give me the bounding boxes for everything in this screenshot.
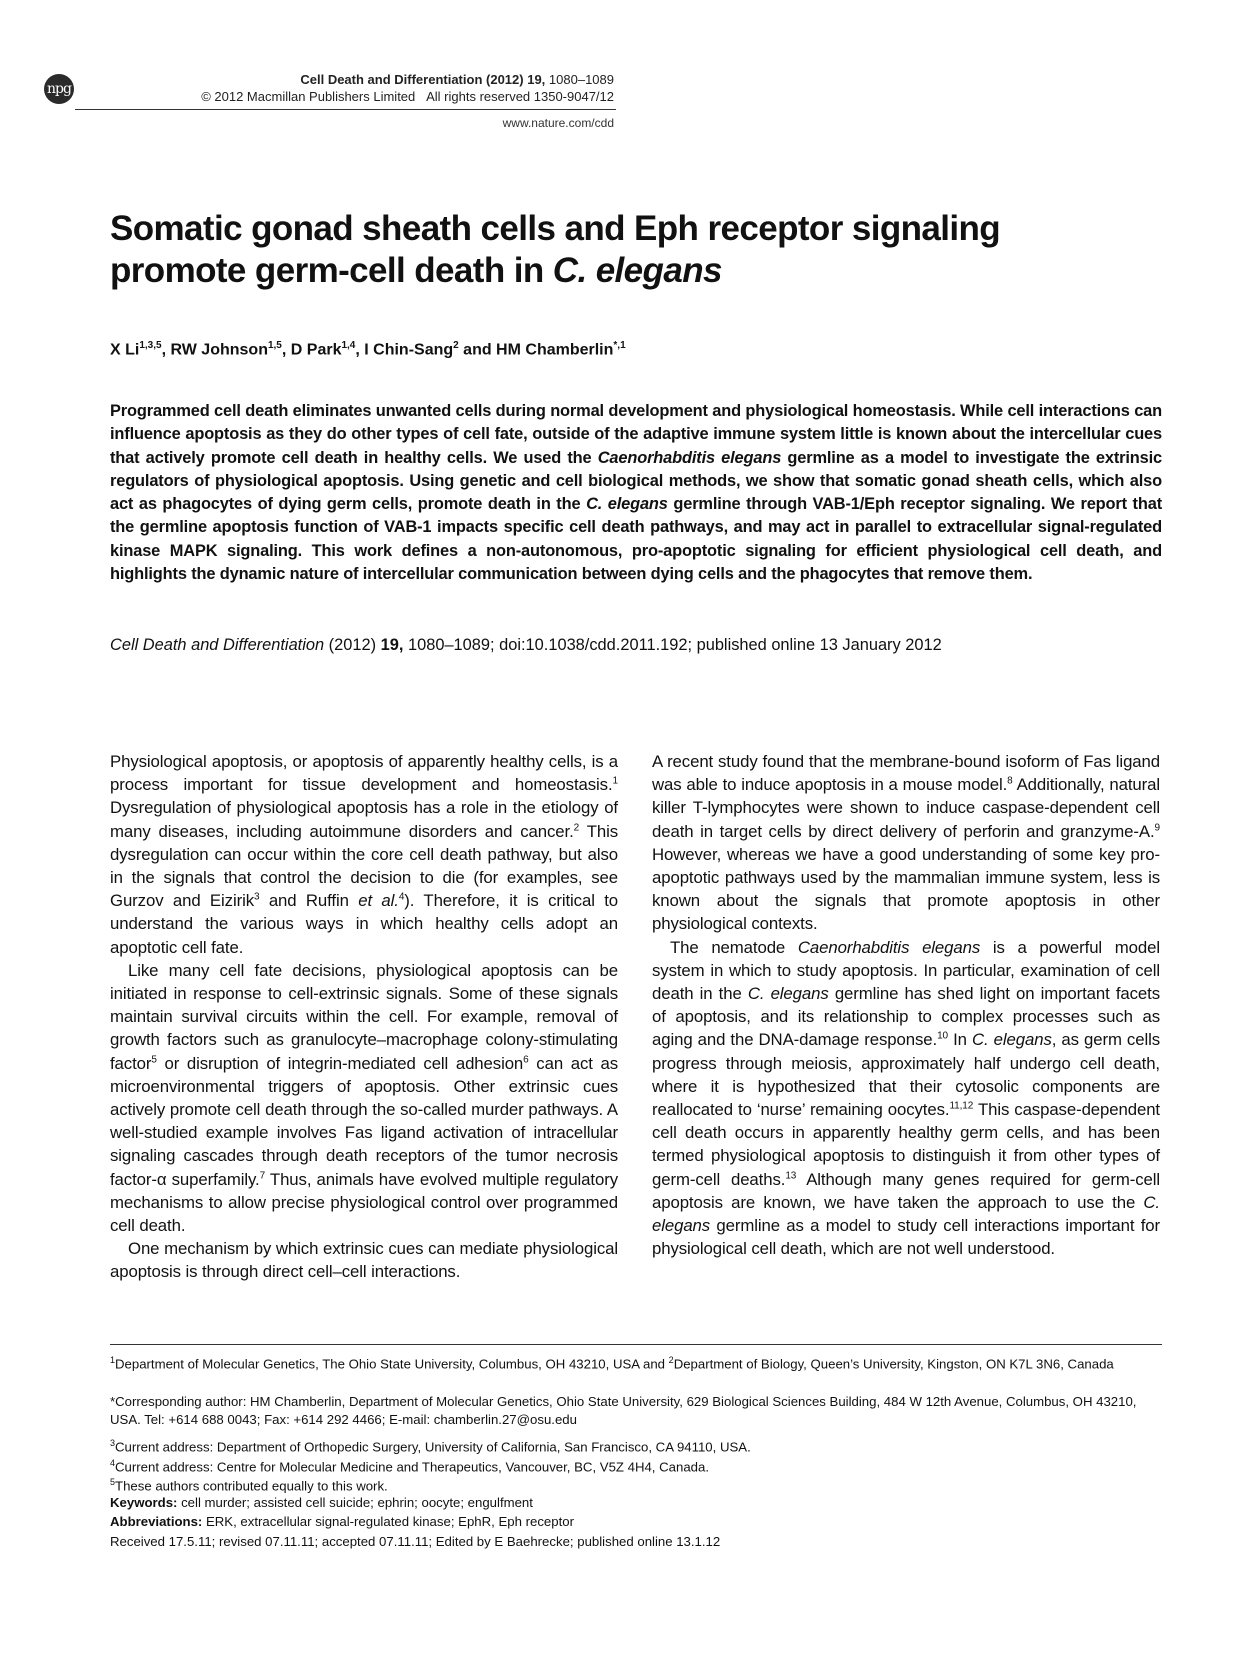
text: Thus, animals have evolved multiple regulatory mechanisms to allow precise physiological control over programmed cell death. xyxy=(110,1169,618,1236)
abstract-species: Caenorhabditis elegans xyxy=(597,448,782,467)
abstract-text: germline as a model to investigate the extrinsic regulators of physiological apoptosis. Using genetic and cell biological methods, we show that somatic gonad sheath cells, which also act as phagocytes of dying germ cells, promote death in the xyxy=(110,448,1162,514)
text: This caspase-dependent cell death occurs in apparently healthy germ cells, and has been termed physiological apoptosis to distinguish it from other types of germ-cell deaths. xyxy=(652,1100,1160,1189)
author-affiliation: 1,3,5 xyxy=(139,340,162,351)
citation-journal: Cell Death and Differentiation xyxy=(110,636,325,654)
text: can act as microenvironmental triggers of apoptosis. Other extrinsic cues actively promote cell death through the so-called murder pathways. A well-studied example involves Fas ligand activation of intracellular signaling cascades through death receptors of the tumor necrosis factor-α superfamily. xyxy=(110,1053,618,1189)
citation-line xyxy=(110,634,1162,656)
species: C. elegans xyxy=(972,1030,1052,1050)
author: X Li xyxy=(110,341,140,359)
journal-url[interactable]: www.nature.com/cdd xyxy=(502,116,614,130)
copyright-line xyxy=(201,89,614,105)
affiliation: Current address: Department of Orthopedic Surgery, University of California, San Francisco, CA 94110, USA. xyxy=(115,1439,751,1455)
copyright: © 2012 Macmillan Publishers Limited xyxy=(201,89,416,104)
affiliation: Current address: Centre for Molecular Medicine and Therapeutics, Vancouver, BC, V5Z 4H4, Canada. xyxy=(115,1459,709,1475)
citation-volume: 19, xyxy=(380,636,404,654)
abbreviations-text: ERK, extracellular signal-regulated kinase; EphR, Eph receptor xyxy=(202,1514,574,1529)
abbreviations-label: Abbreviations: xyxy=(110,1514,203,1529)
reference[interactable]: 4 xyxy=(398,891,405,903)
abstract-text: Programmed cell death eliminates unwanted cells during normal development and physiological homeostasis. While cell interactions can influence apoptosis as they do other types of cell fate, outside of the adaptive immune system little is known about the intercellular cues that actively promote cell death in healthy cells. We used the xyxy=(110,402,1162,467)
reference[interactable]: 8 xyxy=(1007,775,1013,787)
reference[interactable]: 11,12 xyxy=(949,1100,974,1112)
author-affiliation: 1,4 xyxy=(341,340,356,351)
text: and Ruffin xyxy=(259,891,359,911)
affiliations xyxy=(110,1352,1162,1373)
author-affiliation: *,1 xyxy=(613,340,626,351)
author-list xyxy=(110,336,1160,360)
text: Dysregulation of physiological apoptosis has a role in the etiology of many diseases, including autoimmune disorders and cancer. xyxy=(110,798,618,841)
reference[interactable]: 13 xyxy=(785,1170,797,1182)
text: One mechanism by which extrinsic cues can mediate physiological apoptosis is through direct cell–cell interactions. xyxy=(110,1239,618,1282)
reference[interactable]: 3 xyxy=(253,891,260,903)
citation-doi[interactable]: 1080–1089; doi:10.1038/cdd.2011.192; published online 13 January 2012 xyxy=(403,636,942,654)
text: germline as a model to study cell interactions important for physiological cell death, which are not well understood. xyxy=(652,1216,1160,1259)
citation-year: (2012) xyxy=(324,636,381,654)
current-address xyxy=(110,1455,1162,1476)
equal-contribution xyxy=(110,1474,1162,1495)
text: Although many genes required for germ-cell apoptosis are known, we have taken the approach to use the xyxy=(652,1169,1160,1212)
journal-year: (2012) xyxy=(486,72,524,87)
corresponding-author: *Corresponding author: HM Chamberlin, Department of Molecular Genetics, Ohio State University, 629 Biological Sciences Building, 484 W 12th Avenue, Columbus, OH 43210, USA. Tel: +614 688 0043; Fax: +614 292 4466; E-mail: chamberlin.27@osu.edu xyxy=(110,1394,1137,1427)
text: In xyxy=(948,1030,972,1050)
affiliation: Department of Molecular Genetics, The Ohio State University, Columbus, OH 43210, USA and xyxy=(115,1356,669,1372)
publisher-logo: npg xyxy=(44,74,74,104)
text: Additionally, natural killer T-lymphocytes were shown to induce caspase-dependent cell death in target cells by direct delivery of perforin and granzyme-A. xyxy=(652,775,1161,841)
abstract-text: germline through VAB-1/Eph receptor signaling. We report that the germline apoptosis function of VAB-1 impacts specific cell death pathways, and may act in parallel to extracellular signal-regulated kinase MAPK signaling. This work defines a non-autonomous, pro-apoptotic signaling for efficient physiological cell death, and highlights the dynamic nature of intercellular communication between dying cells and the phagocytes that remove them. xyxy=(110,495,1162,584)
reference[interactable]: 7 xyxy=(259,1170,266,1182)
abstract-species: C. elegans xyxy=(586,495,668,514)
paragraph xyxy=(652,936,1160,1261)
text: , as germ cells progress through meiosis, approximately half undergo cell death, where it is hypothesized that their cytosolic components are reallocated to ‘nurse’ remaining oocytes. xyxy=(652,1030,1160,1120)
text: A recent study found that the membrane-bound isoform of Fas ligand was able to induce apoptosis in a mouse model. xyxy=(652,752,1160,795)
reference[interactable]: 5 xyxy=(151,1054,157,1066)
journal-volume: 19, xyxy=(527,72,546,87)
text: ). Therefore, it is critical to understand the various ways in which healthy cells adopt an apoptotic cell fate. xyxy=(110,891,618,957)
affiliation-number: 1 xyxy=(110,1355,116,1365)
author-affiliation: 2 xyxy=(453,340,459,351)
text: The nematode xyxy=(670,937,798,957)
text: et al. xyxy=(358,891,399,911)
received-dates: Received 17.5.11; revised 07.11.11; accepted 07.11.11; Edited by E Baehrecke; published online 13.1.12 xyxy=(110,1534,721,1549)
paragraph xyxy=(110,750,618,959)
species: C. elegans xyxy=(652,1192,1160,1236)
author-affiliation: 1,5 xyxy=(267,340,282,351)
reference[interactable]: 10 xyxy=(937,1030,949,1042)
current-address xyxy=(110,1435,1162,1456)
abbreviations xyxy=(110,1513,1162,1531)
text: germline has shed light on important facets of apoptosis, and its relationship to complex processes such as aging and the DNA-damage response. xyxy=(652,984,1161,1050)
footnote-rule xyxy=(110,1344,1162,1345)
article-title xyxy=(110,208,1160,292)
text: is a powerful model system in which to study apoptosis. In particular, examination of cell death in the xyxy=(652,937,1160,1004)
abstract xyxy=(110,400,1162,586)
affiliation-number: 4 xyxy=(110,1458,116,1468)
author: , D Park xyxy=(281,341,342,359)
text: or disruption of integrin-mediated cell adhesion xyxy=(156,1053,524,1073)
affiliation-number: 2 xyxy=(668,1355,674,1365)
reference[interactable]: 1 xyxy=(612,775,618,787)
text: However, whereas we have a good understanding of some key pro-apoptotic pathways used by the mammalian immune system, less is known about the signals that promote apoptosis in other physiological contexts. xyxy=(652,844,1160,934)
paragraph xyxy=(110,959,618,1237)
title-species: C. elegans xyxy=(552,251,722,290)
note: These authors contributed equally to this work. xyxy=(115,1478,388,1494)
paragraph xyxy=(110,1237,618,1283)
reference[interactable]: 2 xyxy=(573,822,580,834)
journal-pages: 1080–1089 xyxy=(548,72,614,87)
text: This dysregulation can occur within the core cell death pathway, but also in the signals that control the decision to die (for examples, see Gurzov and Eizirik xyxy=(110,821,618,911)
affiliation-number: 3 xyxy=(110,1438,116,1448)
header-rule xyxy=(75,109,616,110)
keywords xyxy=(110,1494,1162,1512)
paragraph xyxy=(652,750,1160,936)
affiliation: Department of Biology, Queen’s University, Kingston, ON K7L 3N6, Canada xyxy=(673,1356,1114,1372)
body-column-left xyxy=(110,750,618,1284)
reference[interactable]: 9 xyxy=(1154,822,1160,834)
keywords-text: cell murder; assisted cell suicide; ephrin; oocyte; engulfment xyxy=(177,1495,533,1510)
affiliation-number: 5 xyxy=(110,1477,116,1487)
author: , I Chin-Sang xyxy=(355,341,454,359)
reference[interactable]: 6 xyxy=(523,1054,529,1066)
title-line-2: promote germ-cell death in xyxy=(110,251,553,290)
body-column-right xyxy=(652,750,1160,1260)
author: , RW Johnson xyxy=(161,341,268,359)
keywords-label: Keywords: xyxy=(110,1495,178,1510)
author: and HM Chamberlin xyxy=(458,341,614,359)
text: Physiological apoptosis, or apoptosis of apparently healthy cells, is a process important for tissue development and homeostasis. xyxy=(110,752,618,795)
journal-name: Cell Death and Differentiation xyxy=(300,72,483,87)
species: C. elegans xyxy=(747,984,829,1004)
title-line-1: Somatic gonad sheath cells and Eph receptor signaling xyxy=(110,209,1001,248)
rights: All rights reserved 1350-9047/12 xyxy=(426,89,614,104)
text: Like many cell fate decisions, physiological apoptosis can be initiated in response to cell-extrinsic signals. Some of these signals maintain survival circuits within the cell. For example, removal of growth factors such as granulocyte–macrophage colony-stimulating factor xyxy=(110,960,618,1073)
species: Caenorhabditis elegans xyxy=(797,937,981,957)
journal-header xyxy=(300,72,614,88)
